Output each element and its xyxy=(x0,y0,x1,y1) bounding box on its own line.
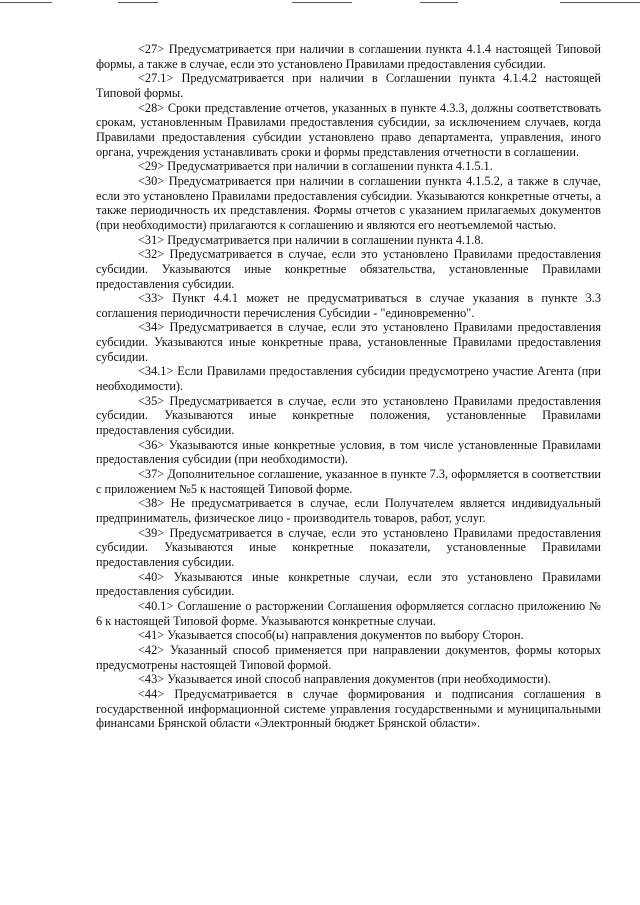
footnote-36: <36> Указываются иные конкретные условия, в том числе установленные Правилами предоставления субсидии (при необходимости). xyxy=(96,437,601,467)
footnote-41: <41> Указывается способ(ы) направления документов по выбору Сторон. xyxy=(138,628,524,643)
footnote-27: <27> Предусматривается при наличии в соглашении пункта 4.1.4 настоящей Типовой формы, а также в случае, если это установлено Правилами предоставления субсидии. xyxy=(96,42,601,71)
footnote-34-1: <34.1> Если Правилами предоставления субсидии предусмотрено участие Агента (при необходимости). xyxy=(96,364,601,394)
scan-edge-marks xyxy=(0,0,640,8)
footnote-33: <33> Пункт 4.4.1 может не предусматриваться в случае указания в пункте 3.3 соглашения периодичности перечисления Субсидии - "единовременно". xyxy=(96,291,601,320)
footnote-35: <35> Предусматривается в случае, если это установлено Правилами предоставления субсидии. Указываются иные конкретные положения, установленные Правилами предоставления субсидии. xyxy=(96,393,601,438)
footnote-30: <30> Предусматривается при наличии в соглашении пункта 4.1.5.2, а также в случае, если это установлено Правилами предоставления субсидии. Указываются конкретные отчеты, а также периодичность их представления. Формы отчетов с указанием прилагаемых документов (при необходимости) прилагаются к соглашению и являются его неотъемлемой частью. xyxy=(96,173,601,232)
footnote-31: <31> Предусматривается при наличии в соглашении пункта 4.1.8. xyxy=(138,232,484,247)
footnote-40-1: <40.1> Соглашение о расторжении Соглашения оформляется согласно приложению № 6 к настоящей Типовой форме. Указываются конкретные случаи. xyxy=(96,598,601,628)
footnote-29: <29> Предусматривается при наличии в соглашении пункта 4.1.5.1. xyxy=(138,159,493,174)
footnote-34: <34> Предусматривается в случае, если это установлено Правилами предоставления субсидии. Указываются иные конкретные права, установленные Правилами предоставления субсидии. xyxy=(96,320,601,364)
footnote-40: <40> Указываются иные конкретные случаи, если это установлено Правилами предоставления субсидии. xyxy=(96,569,601,599)
document-page xyxy=(96,42,601,731)
footnote-43: <43> Указывается иной способ направления документов (при необходимости). xyxy=(138,672,551,687)
footnote-42: <42> Указанный способ применяется при направлении документов, формы которых предусмотрены настоящей Типовой формой. xyxy=(96,642,601,672)
footnote-39: <39> Предусматривается в случае, если это установлено Правилами предоставления субсидии. Указываются иные конкретные показатели, установленные Правилами предоставления субсидии. xyxy=(96,525,601,569)
footnote-27-1: <27.1> Предусматривается при наличии в Соглашении пункта 4.1.4.2 настоящей Типовой формы. xyxy=(96,71,601,100)
footnote-37: <37> Дополнительное соглашение, указанное в пункте 7.3, оформляется в соответствии с приложением №5 к настоящей Типовой форме. xyxy=(96,467,601,496)
footnote-32: <32> Предусматривается в случае, если это установлено Правилами предоставления субсидии. Указываются иные конкретные обязательства, установленные Правилами предоставления субсидии. xyxy=(96,247,601,291)
footnote-44: <44> Предусматривается в случае формирования и подписания соглашения в государственной информационной системе управления государственными и муниципальными финансами Брянской области «Электронный бюджет Брянской области». xyxy=(96,686,601,731)
footnote-28: <28> Сроки представление отчетов, указанных в пункте 4.3.3, должны соответствовать срокам, установленным Правилами предоставления субсидии, за исключением случаев, когда Правилами предоставления субсидии установлено право департамента, управления, иного органа, учреждения устанавливать сроки и формы представления отчетности в соглашении. xyxy=(96,100,601,159)
footnote-38: <38> Не предусматривается в случае, если Получателем является индивидуальный предприниматель, физическое лицо - производитель товаров, работ, услуг. xyxy=(96,496,601,525)
